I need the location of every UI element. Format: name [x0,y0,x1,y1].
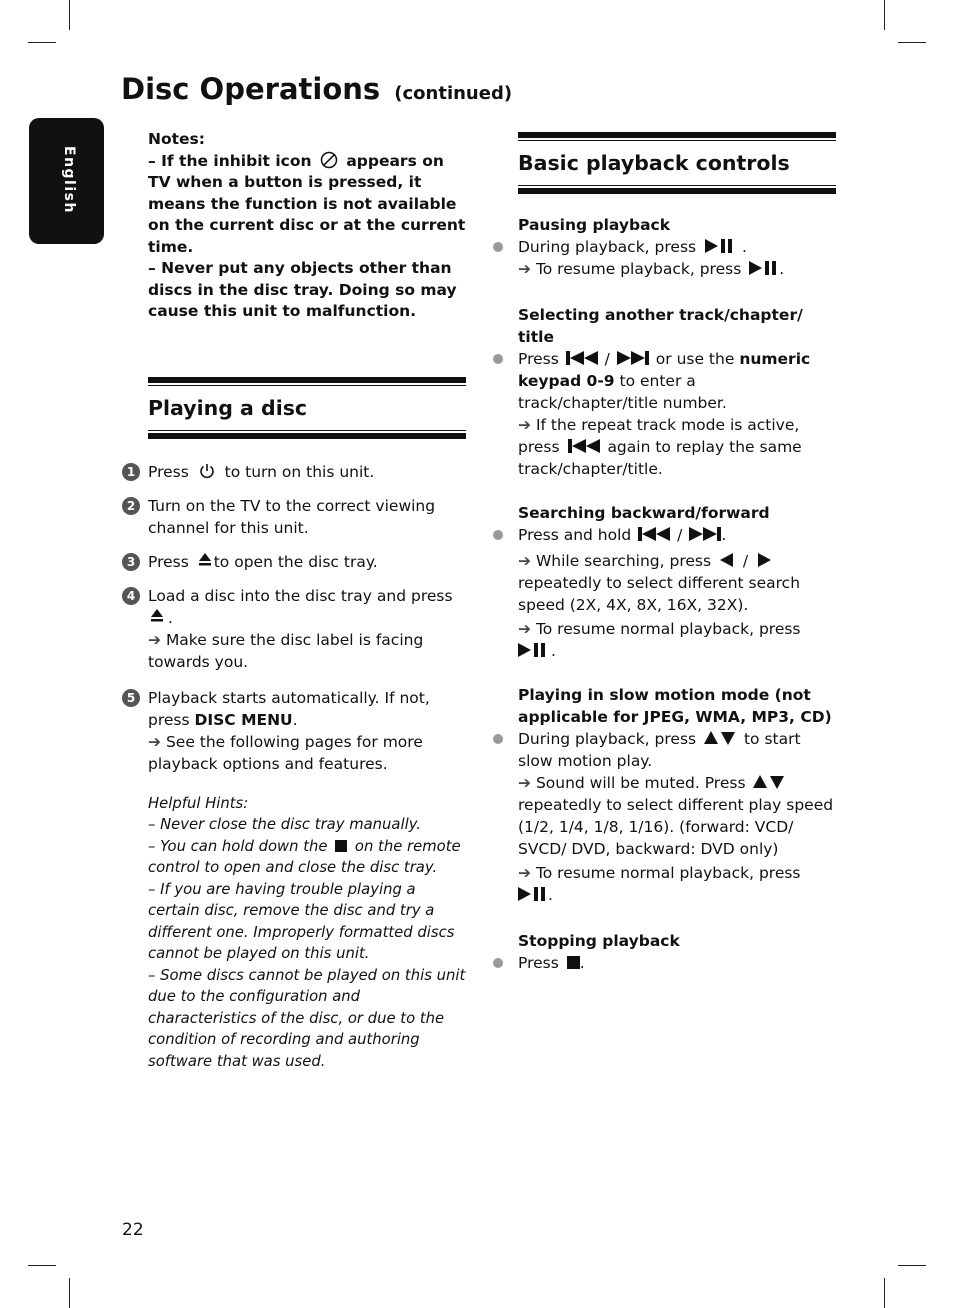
arrow-icon: ➔ [518,416,531,434]
hint-4: – Some discs cannot be played on this unit due to the configuration and characteristics of the disc, or due to the condition of recording and authoring software that was used. [148,966,466,1070]
list-item: During playback, press . ➔ To resume playback, press . [492,236,836,280]
bullet-dot [493,242,503,252]
play-pause-icon [518,887,548,901]
step-item: 3 Press to open the disc tray. [122,551,466,573]
list-item: During playback, press to start slow motion play. ➔ Sound will be muted. Press repeatedly to select different play speed (1/2, 1/4, 1/8, 1/16). (forward: VCD/ SVCD/ DVD, backward: DVD only) ➔ To resume normal playback, press . [492,728,836,906]
left-arrow-icon [720,553,734,567]
eject-icon [198,552,212,568]
step-item: 1 Press to turn on this unit. [122,461,466,483]
crop-mark [28,42,56,43]
playing-disc-heading: Playing a disc [148,395,308,420]
slow-motion-title: Playing in slow motion mode (not applicable for JPEG, WMA, MP3, CD) [518,686,832,726]
right-arrow-icon [757,553,771,567]
playing-disc-header [148,377,466,439]
crop-mark [884,0,885,30]
hint-3: – If you are having trouble playing a certain disc, remove the disc and try a different one. Improperly formatted discs cannot be played on this unit. [148,880,455,962]
bullet-dot [493,958,503,968]
slow-motion-section [492,684,836,906]
bullet-dot [493,734,503,744]
previous-icon [638,527,670,541]
page-title: Disc Operations (continued) [121,72,513,106]
list-item: Press . [492,952,836,974]
arrow-icon: ➔ [148,630,161,649]
play-pause-icon [518,643,548,657]
hint-1: – Never close the disc tray manually. [148,816,422,833]
step-number: 5 [122,689,140,707]
notes-block [148,129,466,323]
play-pause-icon [705,239,735,253]
helpful-hints [148,793,466,1073]
up-down-icon [753,775,785,789]
step-item: 2 Turn on the TV to the correct viewing channel for this unit. [122,495,466,539]
hint-2: – You can hold down the on the remote control to open and close the disc tray. [148,837,461,876]
bullet-dot [493,530,503,540]
crop-mark [884,1278,885,1308]
pausing-section [492,214,836,280]
disc-menu-key: DISC MENU [194,710,293,729]
step-number: 2 [122,497,140,515]
power-icon [198,462,216,480]
bullet-dot [493,354,503,364]
step-number: 4 [122,587,140,605]
note-1: – If the inhibit icon appears on TV when a button is pressed, it means the function is not available on the current disc or at the current time. [148,151,466,256]
up-down-icon [704,731,736,745]
arrow-icon: ➔ [518,620,531,638]
basic-playback-heading: Basic playback controls [518,151,790,175]
note-2: – Never put any objects other than discs in the disc tray. Doing so may cause this unit to malfunction. [148,259,457,320]
left-column [122,129,466,1072]
language-tab-label: English [61,146,77,214]
right-column [492,132,836,974]
searching-section [492,502,836,662]
step-item: 4 Load a disc into the disc tray and press . ➔ Make sure the disc label is facing towards you. [122,585,466,673]
crop-mark [898,42,926,43]
stop-icon [567,956,580,969]
inhibit-icon [320,151,338,169]
selecting-section [492,304,836,480]
page-number: 22 [122,1220,144,1240]
pausing-title: Pausing playback [518,216,671,234]
stopping-section [492,930,836,974]
next-icon [689,527,721,541]
previous-icon [566,351,598,365]
previous-icon [568,439,600,453]
list-item: Press and hold / . ➔ While searching, press / repeatedly to select different search speed (2X, 4X, 8X, 16X, 32X). ➔ To resume normal playback, press . [492,524,836,662]
arrow-icon: ➔ [518,774,531,792]
arrow-icon: ➔ [148,732,161,751]
stop-icon [335,840,347,852]
notes-heading: Notes: [148,130,205,148]
title-suffix: (continued) [394,83,513,104]
step-number: 1 [122,463,140,481]
crop-mark [69,0,70,30]
list-item: Press / or use the numeric keypad 0-9 to enter a track/chapter/title number. ➔ If the repeat track mode is active, press again to replay the same track/chapter/title. [492,348,836,480]
hints-heading: Helpful Hints: [148,794,249,812]
play-pause-icon [749,261,779,275]
crop-mark [69,1278,70,1308]
numeric-keypad-key: numeric keypad 0-9 [518,350,811,390]
next-icon [617,351,649,365]
step-item: 5 Playback starts automatically. If not, press DISC MENU. ➔ See the following pages for more playback options and features. [122,687,466,775]
searching-title: Searching backward/forward [518,504,770,522]
arrow-icon: ➔ [518,260,531,278]
step-number: 3 [122,553,140,571]
eject-icon [150,608,164,624]
arrow-icon: ➔ [518,864,531,882]
language-tab [29,118,104,244]
stopping-title: Stopping playback [518,932,680,950]
selecting-title: Selecting another track/chapter/ title [518,306,803,346]
crop-mark [898,1265,926,1266]
basic-playback-header [518,132,836,194]
arrow-icon: ➔ [518,552,531,570]
crop-mark [28,1265,56,1266]
